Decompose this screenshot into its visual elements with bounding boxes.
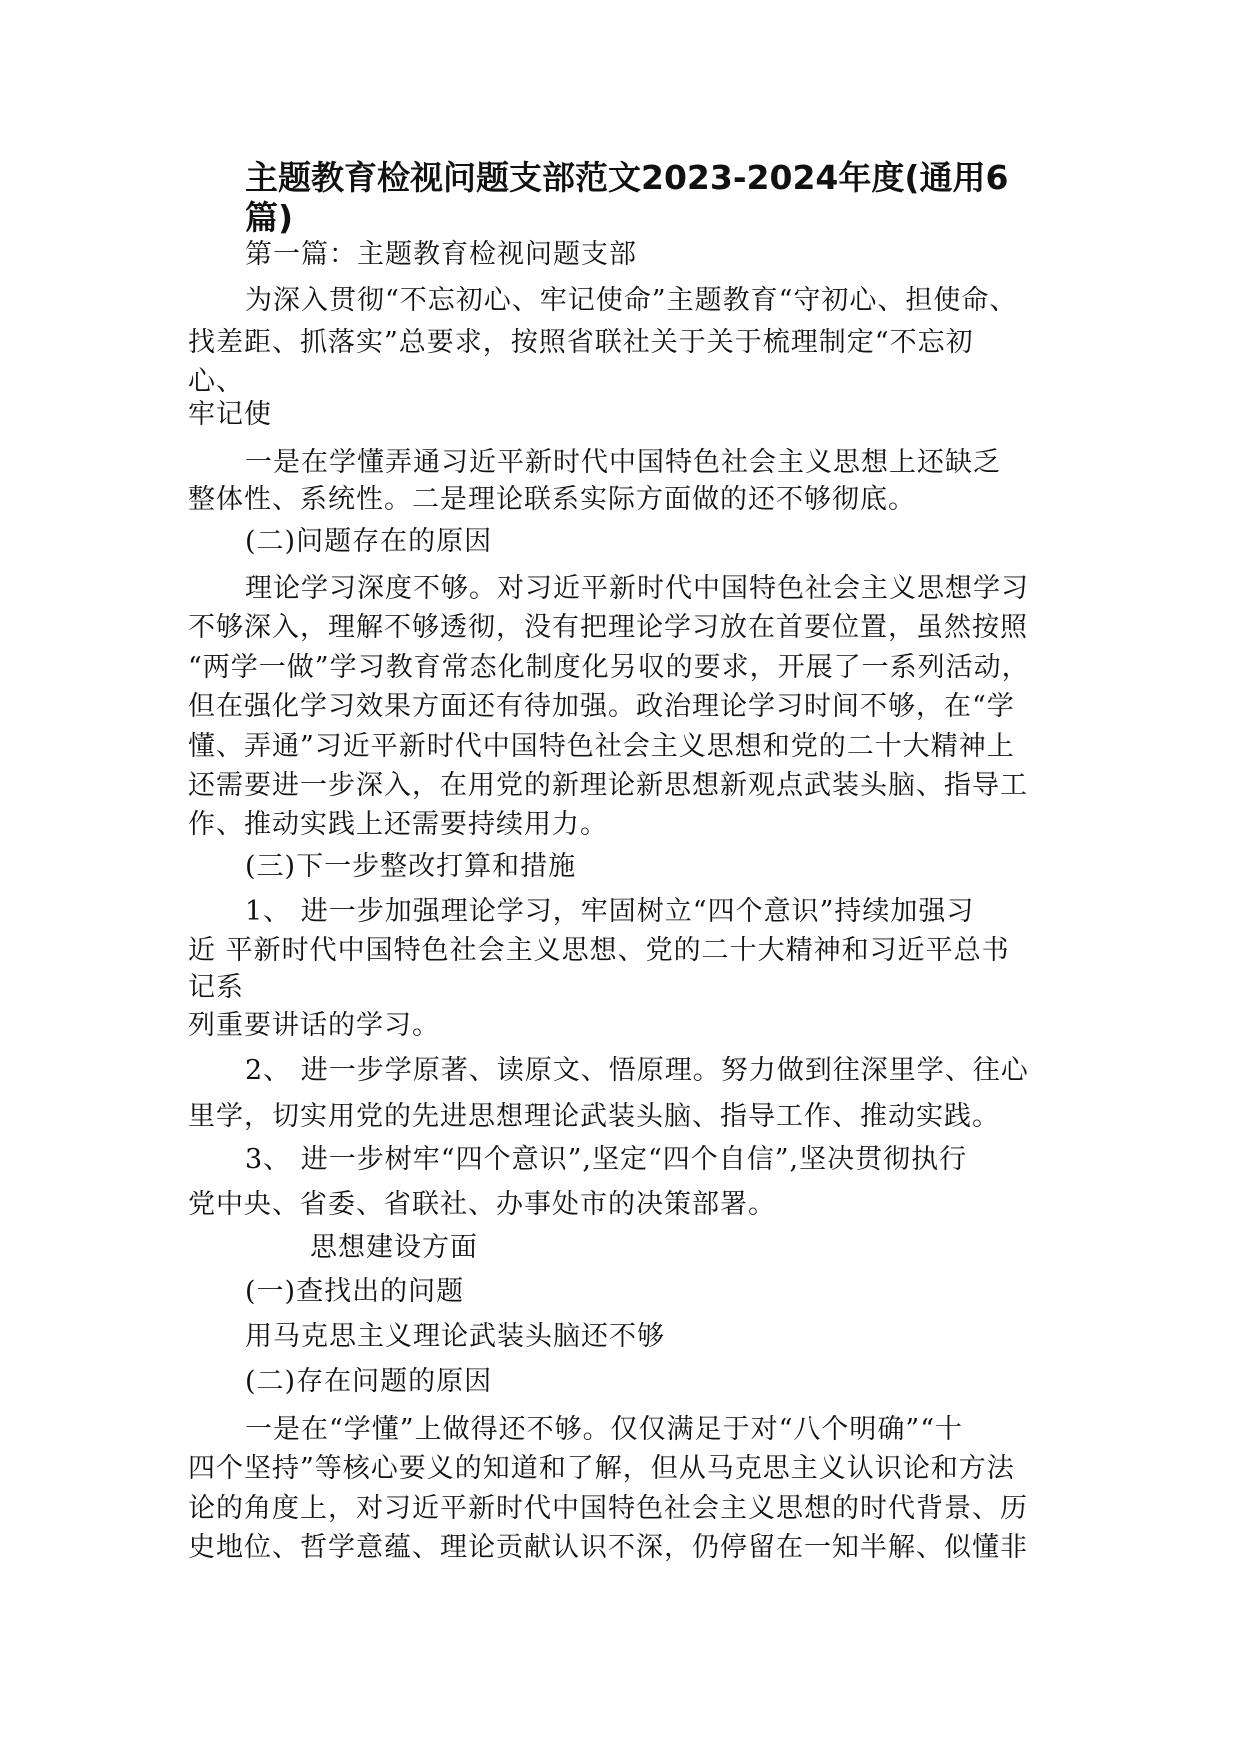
text-line: 为深入贯彻“不忘初心、牢记使命”主题教育“守初心、担使命、 xyxy=(245,285,1018,316)
text-line: 列重要讲话的学习。 xyxy=(188,1010,440,1041)
text-line: 不够深入，理解不够透彻，没有把理论学习放在首要位置，虽然按照 xyxy=(188,612,1028,643)
text-line: 党中央、省委、省联社、办事处市的决策部署。 xyxy=(188,1189,776,1220)
text-line: “两学一做”学习教育常态化制度化另収的要求，开展了一系列活动， xyxy=(188,652,1030,683)
text-line: (二)问题存在的原因 xyxy=(245,526,493,557)
text-line: 但在强化学习效果方面还有待加强。政治理论学习时间不够，在“学 xyxy=(188,691,1015,722)
text-line: 心、 xyxy=(188,366,244,397)
text-line: 四个坚持”等核心要义的知道和了解，但从马克思主义认识论和方法 xyxy=(188,1453,1015,1484)
text-line: 思想建设方面 xyxy=(310,1232,478,1263)
text-line: 2、 进一步学原著、读原文、悟原理。努力做到往深里学、往心 xyxy=(245,1055,1029,1086)
text-line: 3、 进一步树牢“四个意识”,坚定“四个自信”,坚决贯彻执行 xyxy=(245,1144,968,1175)
text-line: 第一篇：主题教育检视问题支部 xyxy=(245,239,637,270)
text-line: 用马克思主义理论武装头脑还不够 xyxy=(245,1321,665,1352)
text-line: 记系 xyxy=(188,972,244,1003)
text-line: 找差距、抓落实”总要求，按照省联社关于关于梳理制定“不忘初 xyxy=(188,327,974,358)
text-line: (二)存在问题的原因 xyxy=(245,1366,493,1397)
text-line: 牢记使 xyxy=(188,399,272,430)
text-line: 作、推动实践上还需要持续用力。 xyxy=(188,809,608,840)
text-line: (一)查找出的问题 xyxy=(245,1276,465,1307)
text-line: 懂、弄通”习近平新时代中国特色社会主义思想和党的二十大精神上 xyxy=(188,731,1015,762)
text-line: 里学，切实用党的先进思想理论武装头脑、指导工作、推动实践。 xyxy=(188,1101,1000,1132)
text-line: 1、 进一步加强理论学习，牢固树立“四个意识”持续加强习 xyxy=(245,896,975,927)
text-line: 还需要进一步深入，在用党的新理论新思想新观点武装头脑、指导工 xyxy=(188,770,1028,801)
text-line: 一是在学懂弄通习近平新时代中国特色社会主义思想上还缺乏 xyxy=(245,447,1001,478)
text-line: 整体性、系统性。二是理论联系实际方面做的还不够彻底。 xyxy=(188,484,916,515)
document-title: 主题教育检视问题支部范文2023-2024年度(通用6篇) xyxy=(245,158,1009,237)
text-line: 理论学习深度不够。对习近平新时代中国特色社会主义思想学习 xyxy=(245,573,1029,604)
text-line: (三)下一步整改打算和措施 xyxy=(245,851,577,882)
text-line: 史地位、哲学意蕴、理论贡献认识不深，仍停留在一知半解、似懂非 xyxy=(188,1532,1028,1563)
text-line: 近 平新时代中国特色社会主义思想、党的二十大精神和习近平总书 xyxy=(188,935,1010,966)
text-line: 一是在“学懂”上做得还不够。仅仅满足于对“八个明确”“十 xyxy=(245,1414,964,1445)
text-line: 论的角度上，对习近平新时代中国特色社会主义思想的时代背景、历 xyxy=(188,1493,1028,1524)
